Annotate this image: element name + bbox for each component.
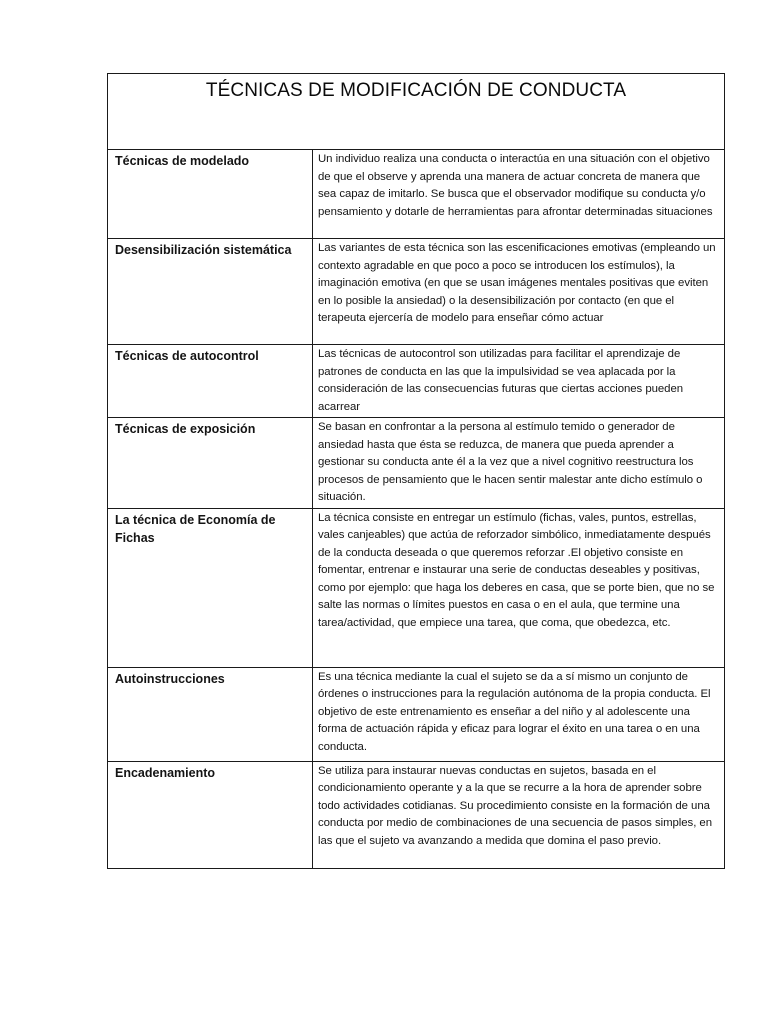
technique-name: Desensibilización sistemática (108, 239, 313, 345)
technique-name: Encadenamiento (108, 761, 313, 868)
table-row (108, 508, 725, 667)
title-row (108, 74, 725, 150)
techniques-table (107, 73, 725, 869)
technique-description: Las técnicas de autocontrol son utilizadas para facilitar el aprendizaje de patrones de conducta en las que la impulsividad se vea aplacada por la consideración de las consecuencias futuras que ciertas acciones pueden acarrear (313, 345, 725, 418)
technique-name: La técnica de Economía de Fichas (108, 508, 313, 667)
page-title: TÉCNICAS DE MODIFICACIÓN DE CONDUCTA (205, 80, 627, 101)
table-row (108, 150, 725, 239)
table-row (108, 239, 725, 345)
table-row (108, 761, 725, 868)
table-row (108, 418, 725, 509)
table-row (108, 345, 725, 418)
technique-description: Un individuo realiza una conducta o interactúa en una situación con el objetivo de que el observe y aprenda una manera de actuar concreta de manera que sea capaz de imitarlo. Se busca que el observador modifique su conducta y/o pensamiento y dotarle de herramientas para afrontar determinadas situaciones (313, 150, 725, 239)
table-row (108, 667, 725, 761)
technique-description: Se basan en confrontar a la persona al estímulo temido o generador de ansiedad hasta que ésta se reduzca, de manera que pueda aprender a gestionar su conducta ante él a la vez que a nivel cognitivo reestructura los procesos de pensamiento que le hacen sentir malestar ante dicho estímulo o situación. (313, 418, 725, 509)
technique-name: Técnicas de modelado (108, 150, 313, 239)
technique-description: Las variantes de esta técnica son las escenificaciones emotivas (empleando un contexto agradable en que poco a poco se introducen los estímulos), la imaginación emotiva (en que se usan imágenes mentales positivas que eviten en lo posible la ansiedad) o la desensibilización por contacto (en que el terapeuta ejercería de modelo para enseñar cómo actuar (313, 239, 725, 345)
title-cell (108, 74, 725, 150)
technique-name: Autoinstrucciones (108, 667, 313, 761)
technique-description: Se utiliza para instaurar nuevas conductas en sujetos, basada en el condicionamiento operante y a la que se recurre a la hora de aprender sobre todo actividades cotidianas. Su procedimiento consiste en la formación de una conducta por medio de combinaciones de una secuencia de pasos simples, en las que el sujeto va avanzando a medida que domina el paso previo. (313, 761, 725, 868)
technique-name: Técnicas de autocontrol (108, 345, 313, 418)
technique-name: Técnicas de exposición (108, 418, 313, 509)
technique-description: La técnica consiste en entregar un estímulo (fichas, vales, puntos, estrellas, vales canjeables) que actúa de reforzador simbólico, inmediatamente después de la conducta deseada o que queremos reforzar .El objetivo consiste en fomentar, entrenar e instaurar una serie de conductas deseables y positivas, como por ejemplo: que haga los deberes en casa, que se porte bien, que no se salte las normas o límites puestos en casa o en el aula, que termine una tarea/actividad, que empiece una tarea, que coma, que obedezca, etc. (313, 508, 725, 667)
technique-description: Es una técnica mediante la cual el sujeto se da a sí mismo un conjunto de órdenes o instrucciones para la regulación autónoma de la propia conducta. El objetivo de este entrenamiento es enseñar a del niño y al adolescente una forma de actuación rápida y eficaz para lograr el éxito en una tarea o en una conducta. (313, 667, 725, 761)
